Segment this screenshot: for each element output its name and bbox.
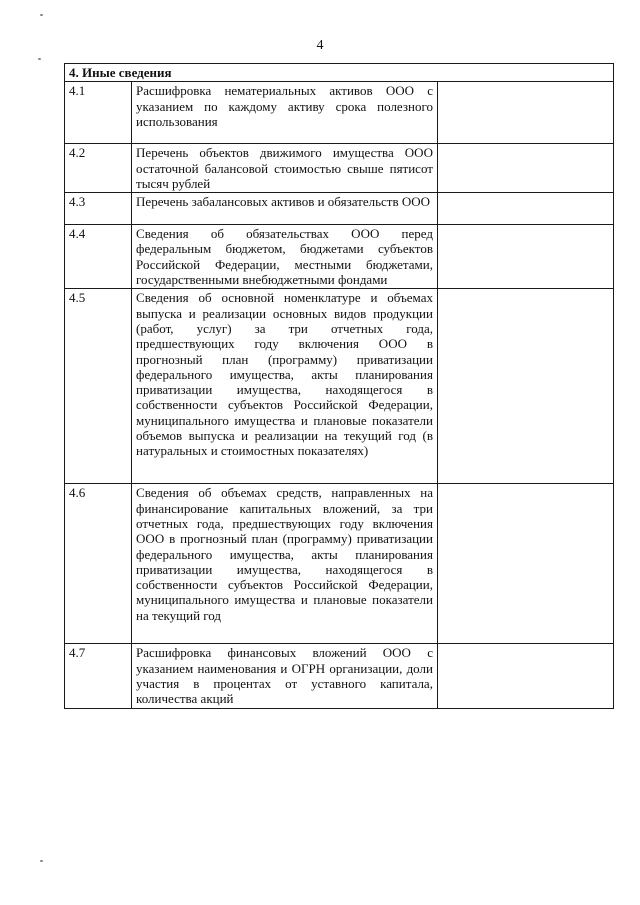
row-value-cell [437,193,613,225]
table-row [65,225,614,289]
row-description: Перечень забалансовых активов и обязательств ООО [132,193,438,225]
scan-speck [40,14,43,16]
row-number: 4.1 [65,82,132,144]
row-value-cell [437,644,613,709]
info-table [64,63,614,709]
row-description: Расшифровка нематериальных активов ООО с указанием по каждому активу срока полезного использования [132,82,438,144]
row-number: 4.2 [65,144,132,193]
row-number: 4.4 [65,225,132,289]
row-number: 4.5 [65,289,132,484]
scan-speck [38,58,41,60]
page-number: 4 [316,38,324,53]
section-title: 4. Иные сведения [65,64,614,82]
row-number: 4.7 [65,644,132,709]
row-value-cell [437,225,613,289]
row-number: 4.6 [65,484,132,644]
row-value-cell [437,289,613,484]
table-row [65,484,614,644]
table-row [65,644,614,709]
table-row [65,144,614,193]
row-value-cell [437,82,613,144]
row-description: Сведения об обязательствах ООО перед федеральным бюджетом, бюджетами субъектов Российской Федерации, местными бюджетами, государственными внебюджетными фондами [132,225,438,289]
row-description: Расшифровка финансовых вложений ООО с указанием наименования и ОГРН организации, доли участия в процентах от уставного капитала, количества акций [132,644,438,709]
table-row [65,82,614,144]
section-header-row [65,64,614,82]
table-row [65,193,614,225]
row-description: Сведения об объемах средств, направленных на финансирование капитальных вложений, за три отчетных года, предшествующих году включения ООО в прогнозный план (программу) приватизации федерального имущества, акты планирования приватизации имущества, находящегося в собственности субъектов Российской Федерации, муниципального имущества и плановые показатели на текущий год [132,484,438,644]
table-row [65,289,614,484]
row-description: Перечень объектов движимого имущества ООО остаточной балансовой стоимостью свыше пятисот тысяч рублей [132,144,438,193]
row-description: Сведения об основной номенклатуре и объемах выпуска и реализации основных видов продукции (работ, услуг) за три отчетных года, предшествующих году включения ООО в прогнозный план (программу) приватизации федерального имущества, акты планирования приватизации имущества, находящегося в собственности субъектов Российской Федерации, муниципального имущества и плановые показатели объемов выпуска и реализации на текущий год (в натуральных и стоимостных показателях) [132,289,438,484]
row-value-cell [437,144,613,193]
row-number: 4.3 [65,193,132,225]
row-value-cell [437,484,613,644]
scan-speck [40,860,43,862]
